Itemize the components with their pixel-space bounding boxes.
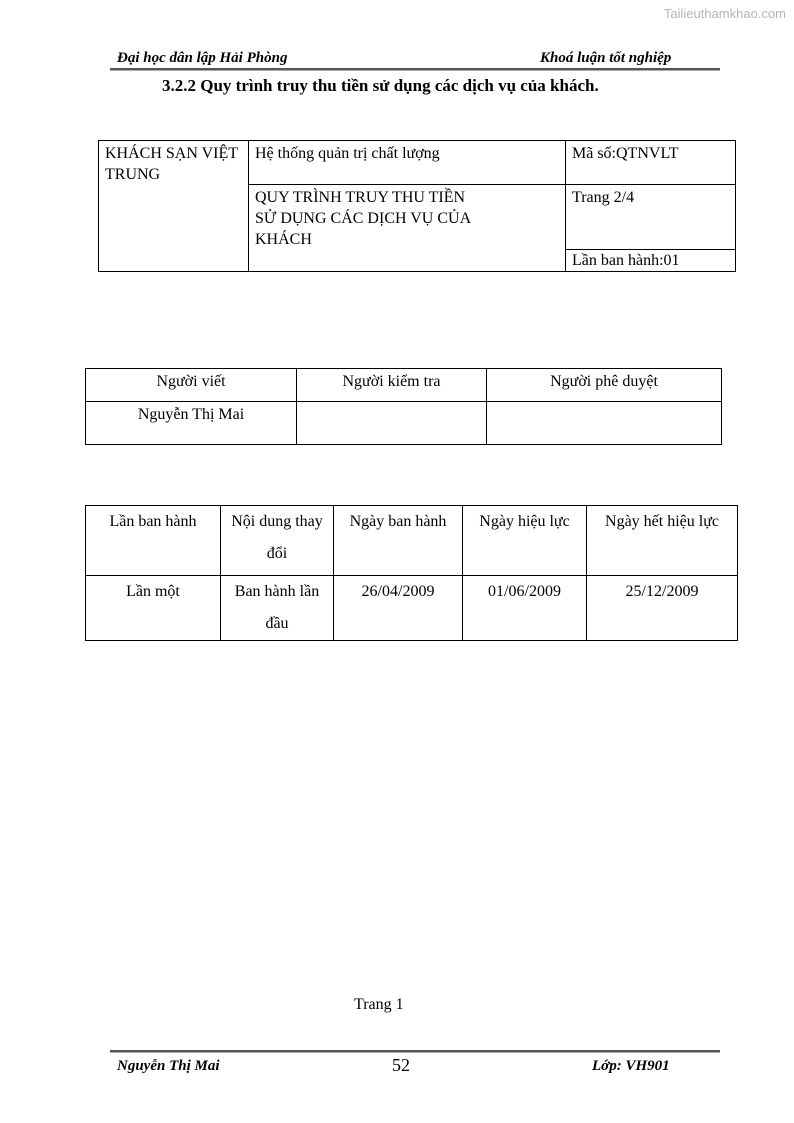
- header-issue-date: Ngày ban hành: [334, 506, 463, 576]
- writer-name: Nguyễn Thị Mai: [86, 402, 297, 445]
- header-right: Khoá luận tốt nghiệp: [540, 50, 672, 66]
- header-expiry-date: Ngày hết hiệu lực: [587, 506, 738, 576]
- org-name: KHÁCH SẠN VIỆT TRUNG: [99, 141, 249, 272]
- reviewer-name: [297, 402, 487, 445]
- issue-cell: Lần một: [86, 576, 221, 641]
- header-approver: Người phê duyệt: [487, 369, 722, 402]
- section-title: 3.2.2 Quy trình truy thu tiền sử dụng các dịch vụ của khách.: [162, 76, 599, 95]
- footer-class: Lớp: VH901: [592, 1058, 670, 1074]
- issue-number: Lần ban hành:01: [566, 250, 736, 272]
- footer-author: Nguyễn Thị Mai: [117, 1058, 220, 1074]
- effective-date-cell: 01/06/2009: [463, 576, 587, 641]
- header-issue: Lần ban hành: [86, 506, 221, 576]
- header-change: Nội dung thay đổi: [221, 506, 334, 576]
- header-writer: Người viết: [86, 369, 297, 402]
- header-reviewer: Người kiểm tra: [297, 369, 487, 402]
- header-effective-date: Ngày hiệu lực: [463, 506, 587, 576]
- header-rule: [110, 68, 720, 71]
- footer-rule: [110, 1050, 720, 1053]
- watermark: Tailieuthamkhao.com: [663, 6, 786, 21]
- page-info: Trang 2/4: [566, 185, 736, 250]
- signature-table: [85, 368, 722, 445]
- expiry-date-cell: 25/12/2009: [587, 576, 738, 641]
- issue-date-cell: 26/04/2009: [334, 576, 463, 641]
- page-label: Trang 1: [354, 996, 404, 1013]
- header-left: Đại học dân lập Hải Phòng: [117, 50, 288, 66]
- system-name: Hệ thống quản trị chất lượng: [249, 141, 566, 185]
- page-number: 52: [392, 1055, 410, 1075]
- document-info-table: [98, 140, 736, 272]
- approver-name: [487, 402, 722, 445]
- doc-code: Mã số:QTNVLT: [566, 141, 736, 185]
- change-cell: Ban hành lần đầu: [221, 576, 334, 641]
- revision-table: [85, 505, 738, 641]
- table-row: [86, 576, 738, 641]
- procedure-name: QUY TRÌNH TRUY THU TIỀN SỬ DỤNG CÁC DỊCH VỤ CỦA KHÁCH: [249, 185, 566, 272]
